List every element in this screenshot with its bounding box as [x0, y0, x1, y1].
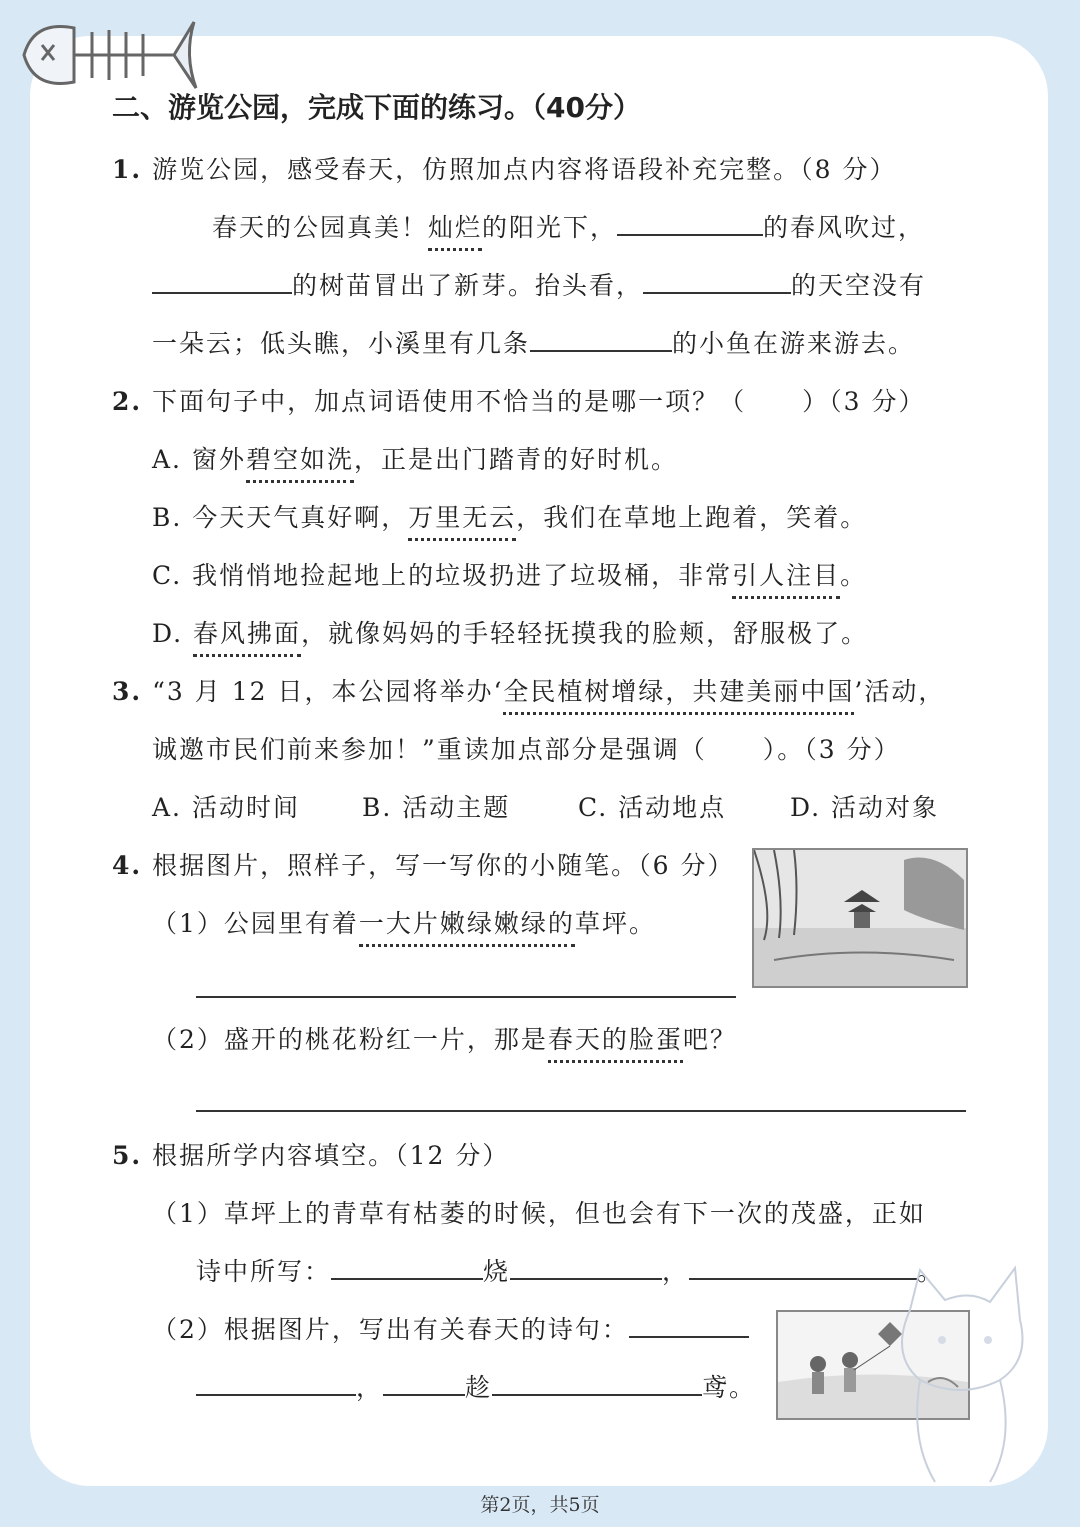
text: 的天空没有: [791, 271, 927, 300]
dotted-word: 碧空如洗: [246, 445, 354, 483]
text: 诗中所写：: [196, 1257, 332, 1286]
dotted-word: 引人注目: [732, 561, 840, 599]
cat-watermark-icon: [880, 1250, 1030, 1490]
text: 的树苗冒出了新芽。抬头看，: [292, 271, 644, 300]
text: 根据所学内容填空。（12 分）: [152, 1141, 510, 1170]
text: ，就像妈妈的手轻轻抚摸我的脸颊，舒服极了。: [301, 619, 869, 648]
text: ）（3 分）: [802, 387, 926, 416]
q1-line3: [152, 324, 915, 360]
q3-option-c[interactable]: C. 活动地点: [578, 793, 727, 822]
text: （2）盛开的桃花粉红一片，那是: [152, 1025, 548, 1054]
text: D.: [152, 619, 194, 648]
text: 诚邀市民们前来参加！”重读加点部分是强调（: [152, 735, 707, 764]
q3-option-a[interactable]: A. 活动时间: [152, 793, 300, 822]
q3-line2: [152, 730, 901, 766]
answer-blank[interactable]: [492, 1372, 702, 1396]
q2-option-b[interactable]: [152, 498, 867, 534]
answer-blank[interactable]: [629, 1314, 749, 1338]
text: 吧？: [682, 1025, 737, 1054]
answer-line[interactable]: [196, 996, 736, 998]
q4-example-1: [152, 904, 656, 940]
text: 的小鱼在游来游去。: [672, 329, 916, 358]
answer-blank[interactable]: [331, 1256, 483, 1280]
answer-line[interactable]: [196, 1110, 966, 1112]
q4-number: 4.: [112, 851, 143, 880]
q1-line1: [212, 208, 925, 244]
page-footer: 第2页，共5页: [480, 1494, 600, 1516]
section-title: 二、游览公园，完成下面的练习。（40分）: [112, 91, 641, 124]
answer-blank[interactable]: [530, 328, 672, 352]
q1-number: 1.: [112, 155, 143, 184]
text: B. 今天天气真好啊，: [152, 503, 409, 532]
text: “3 月 12 日，本公园将举办‘: [152, 677, 504, 706]
q2-option-c[interactable]: [152, 556, 867, 592]
text: ）。（3 分）: [762, 735, 901, 764]
text: （1）公园里有着: [152, 909, 359, 938]
text: 的阳光下，: [482, 213, 618, 242]
park-pavilion-illustration: [752, 848, 968, 988]
text: 趁: [465, 1373, 493, 1402]
text: 草坪。: [574, 909, 656, 938]
q4-prompt: [112, 846, 734, 882]
text: 的春风吹过，: [763, 213, 926, 242]
q2-option-d[interactable]: [152, 614, 868, 650]
text: C. 我悄悄地捡起地上的垃圾扔进了垃圾桶，非常: [152, 561, 733, 590]
text: （2）根据图片，写出有关春天的诗句：: [152, 1315, 629, 1344]
q5-number: 5.: [112, 1141, 143, 1170]
text: 烧: [483, 1257, 511, 1286]
answer-blank[interactable]: [152, 270, 292, 294]
q3-line1: [112, 672, 945, 708]
text: ，: [662, 1257, 690, 1286]
q5-item1-line2: [196, 1252, 944, 1288]
q5-item2-line2: [196, 1368, 756, 1404]
dotted-word: 一大片嫩绿嫩绿的: [359, 909, 575, 947]
answer-blank[interactable]: [617, 212, 763, 236]
q4-example-2: [152, 1020, 737, 1056]
q1-prompt: [112, 150, 896, 186]
q2-number: 2.: [112, 387, 143, 416]
q5-item2-line1: [152, 1310, 749, 1346]
text: 一朵云；低头瞧，小溪里有几条: [152, 329, 531, 358]
answer-blank[interactable]: [196, 1372, 356, 1396]
text: ，我们在草地上跑着，笑着。: [516, 503, 868, 532]
q3-option-b[interactable]: B. 活动主题: [362, 793, 511, 822]
text: 春天的公园真美！: [212, 213, 429, 242]
dotted-word: 万里无云: [408, 503, 516, 541]
text: ’活动，: [854, 677, 946, 706]
q5-prompt: [112, 1136, 509, 1172]
q3-number: 3.: [112, 677, 143, 706]
q5-item1-line1: （1）草坪上的青草有枯萎的时候，但也会有下一次的茂盛，正如: [152, 1199, 926, 1228]
text: 下面句子中，加点词语使用不恰当的是哪一项？（: [152, 387, 747, 416]
answer-blank[interactable]: [510, 1256, 662, 1280]
text: A. 窗外: [152, 445, 246, 474]
q3-option-d[interactable]: D. 活动对象: [790, 793, 940, 822]
answer-blank[interactable]: [643, 270, 791, 294]
dotted-word: 春天的脸蛋: [548, 1025, 683, 1063]
q2-prompt: [112, 382, 925, 418]
text: 。: [840, 561, 868, 590]
text: 根据图片，照样子，写一写你的小随笔。（6 分）: [152, 851, 735, 880]
dotted-word: 春风拂面: [193, 619, 301, 657]
answer-blank[interactable]: [383, 1372, 465, 1396]
q1-prompt-text: 游览公园，感受春天，仿照加点内容将语段补充完整。（8 分）: [152, 155, 897, 184]
text: 。: [917, 1257, 945, 1286]
q2-option-a[interactable]: [152, 440, 678, 476]
dotted-word: 全民植树增绿，共建美丽中国: [503, 677, 854, 715]
q1-line2: [152, 266, 926, 302]
text: 鸢。: [702, 1373, 757, 1402]
dotted-word: 灿烂: [428, 213, 482, 251]
text: ，正是出门踏青的好时机。: [353, 445, 678, 474]
text: ，: [356, 1373, 384, 1402]
